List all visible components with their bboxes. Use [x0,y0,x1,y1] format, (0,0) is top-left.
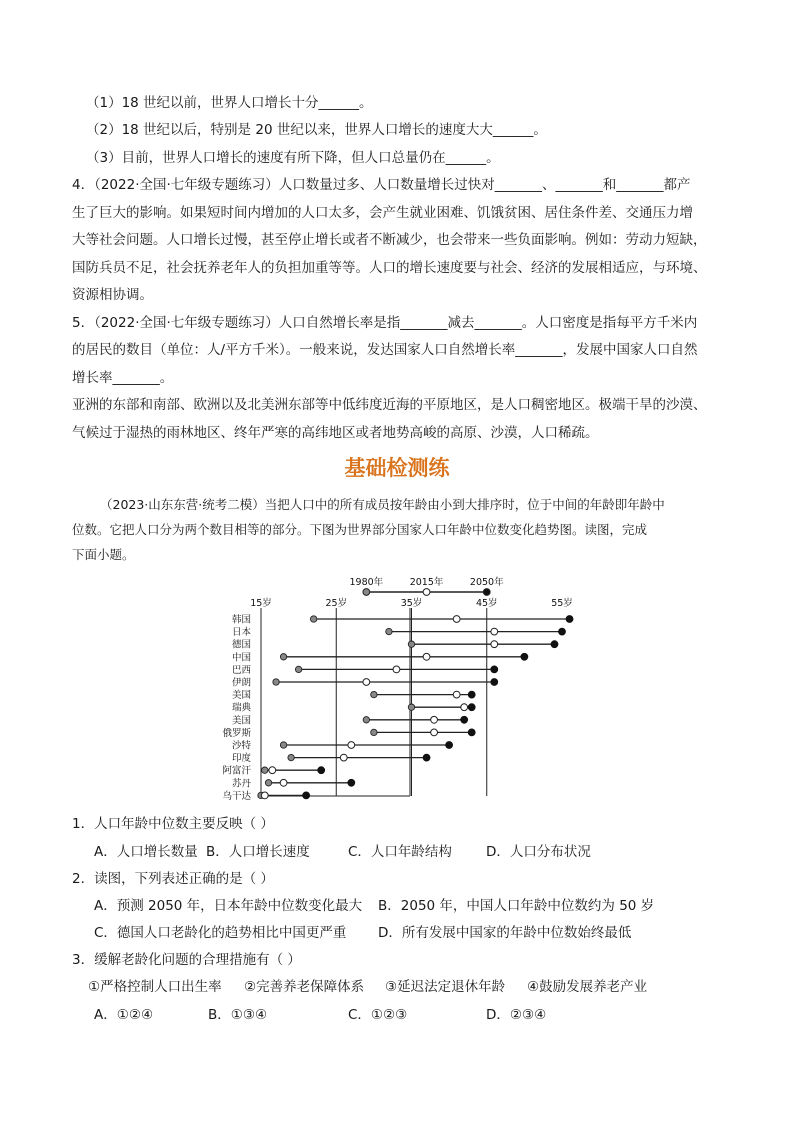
q3-measure-2: ②完善养老保障体系 [244,979,365,995]
point-1980 [363,717,369,723]
point-2050 [461,716,468,723]
point-1980 [310,616,316,622]
point-2050 [303,792,310,799]
country-label: 美国 [231,715,251,727]
point-2015 [269,767,276,774]
x-tick-label-25: 25岁 [325,598,348,609]
point-2015 [491,628,498,635]
intro-text [72,492,722,567]
point-2015 [261,792,268,799]
country-label: 沙特 [231,740,251,752]
country-label: 中国 [231,652,251,664]
point-1980 [262,767,268,773]
point-2050 [446,742,453,749]
q3-measure-3: ③延迟法定退休年龄 [385,979,506,995]
point-1980 [265,780,271,786]
paragraph-3: （3）目前，世界人口增长的速度有所下降，但人口总量仍在______。 [86,150,500,166]
legend-marker-3 [483,589,490,596]
q3-option-b[interactable]: B．①③④ [208,1007,268,1023]
legend-label-2: 2015年 [409,577,444,588]
point-1980 [386,628,392,634]
x-tick-label-15: 15岁 [250,598,272,609]
point-2015 [363,679,370,686]
question-5-line-2: 的居民的数目（单位：人/平方千米）。一般来说，发达国家人口自然增长率_______，发展中国家人口自然 [72,342,698,358]
country-label: 苏丹 [231,778,251,790]
intro-line-3: 下面小题。 [72,547,135,562]
point-1980 [273,679,279,685]
question-2-stem: 2．读图，下列表述正确的是（ ） [72,871,274,887]
point-1980 [288,754,294,760]
q3-option-a[interactable]: A．①②④ [94,1007,154,1023]
x-tick-label-45: 45岁 [475,598,498,609]
legend-label-1: 1980年 [349,577,384,588]
point-2015 [423,653,430,660]
country-label: 德国 [231,639,251,651]
legend-label-3: 2050年 [469,577,504,588]
point-2050 [559,628,566,635]
point-1980 [371,729,377,735]
point-2050 [318,767,325,774]
legend-marker-1 [363,589,370,596]
point-2050 [468,729,475,736]
question-5-line-3: 增长率_______。 [72,370,174,386]
legend-marker-2 [423,589,430,596]
q1-option-d[interactable]: D．人口分布状况 [486,844,591,860]
x-tick-label-35: 35岁 [400,598,423,609]
country-label: 日本 [231,627,251,639]
point-2015 [453,616,460,623]
country-label: 韩国 [231,614,251,626]
paragraph-1: （1）18 世纪以前，世界人口增长十分______。 [86,95,373,111]
q2-option-d[interactable]: D．所有发展中国家的年龄中位数始终最低 [378,925,632,941]
question-4-line-4: 国防兵员不足，社会抚养老年人的负担加重等等。人口的增长速度要与社会、经济的发展相适应，与环境、 [72,260,707,276]
point-2050 [521,653,528,660]
q1-option-a[interactable]: A．人口增长数量 [94,844,198,860]
question-4-line-5: 资源相协调。 [72,287,153,303]
x-tick-label-55: 55岁 [551,598,573,609]
question-5-line-1: 5．（2022·全国·七年级专题练习）人口自然增长率是指_______减去_______。人口密度是指每平方千米内 [72,315,698,331]
q2-option-c[interactable]: C．德国人口老龄化的趋势相比中国更严重 [94,925,347,941]
intro-line-1: （2023·山东东营·统考二模）当把人口中的所有成员按年龄由小到大排序时，位于中间的年龄即年龄中 [100,497,665,512]
point-2015 [491,641,498,648]
note-line-1: 亚洲的东部和南部、欧洲以及北美洲东部等中低纬度近海的平原地区，是人口稠密地区。极端干旱的沙漠、 [72,397,707,413]
question-4-line-1: 4．（2022·全国·七年级专题练习）人口数量过多、人口数量增长过快对_______、_______和_______都产 [72,177,691,193]
q2-option-a[interactable]: A．预测 2050 年，日本年龄中位数变化最大 [94,898,363,914]
q1-option-c[interactable]: C．人口年龄结构 [348,844,452,860]
point-2015 [453,691,460,698]
q1-option-b[interactable]: B．人口增长速度 [206,844,310,860]
section-title: 基础检测练 [344,455,450,480]
point-2015 [340,754,347,761]
point-1980 [280,654,286,660]
point-2050 [348,779,355,786]
point-2015 [393,666,400,673]
point-2015 [431,716,438,723]
q3-option-d[interactable]: D．②③④ [486,1007,547,1023]
country-label: 阿富汗 [222,765,251,777]
point-2015 [461,704,468,711]
country-label: 美国 [231,690,251,702]
country-label: 俄罗斯 [222,727,251,739]
q3-measure-1: ①严格控制人口出生率 [88,979,222,995]
question-1-stem: 1．人口年龄中位数主要反映（ ） [72,816,274,832]
point-1980 [295,666,301,672]
paragraph-2: （2）18 世纪以后，特别是 20 世纪以来，世界人口增长的速度大大______。 [86,122,547,138]
country-label: 伊朗 [231,677,251,689]
question-4-line-3: 大等社会问题。人口增长过慢，甚至停止增长或者不断减少，也会带来一些负面影响。例如：劳动力短缺， [72,232,707,248]
country-label: 乌干达 [222,790,251,802]
country-label: 巴西 [231,664,251,676]
country-label: 瑞典 [231,702,251,714]
point-2050 [566,616,573,623]
point-1980 [408,641,414,647]
q3-option-c[interactable]: C．①②③ [348,1007,408,1023]
point-1980 [408,704,414,710]
point-2050 [491,679,498,686]
point-2050 [551,641,558,648]
point-2015 [280,779,287,786]
point-2015 [348,742,355,749]
question-4-line-2: 生了巨大的影响。如果短时间内增加的人口太多，会产生就业困难、饥饿贫困、居住条件差、交通压力增 [72,205,693,221]
intro-line-2: 位数。它把人口分为两个数目相等的部分。下图为世界部分国家人口年龄中位数变化趋势图。读图，完成 [72,522,648,537]
point-2015 [431,729,438,736]
q3-measure-4: ④鼓励发展养老产业 [527,979,648,995]
median-age-chart [215,574,585,806]
point-2050 [468,704,475,711]
point-2050 [468,691,475,698]
country-label: 印度 [231,753,251,765]
point-2050 [423,754,430,761]
point-2050 [491,666,498,673]
question-3-stem: 3．缓解老龄化问题的合理措施有（ ） [72,952,301,968]
point-1980 [280,742,286,748]
note-line-2: 气候过于湿热的雨林地区、终年严寒的高纬地区或者地势高峻的高原、沙漠，人口稀疏。 [72,425,599,441]
point-1980 [371,691,377,697]
q2-option-b[interactable]: B．2050 年，中国人口年龄中位数约为 50 岁 [378,898,655,914]
